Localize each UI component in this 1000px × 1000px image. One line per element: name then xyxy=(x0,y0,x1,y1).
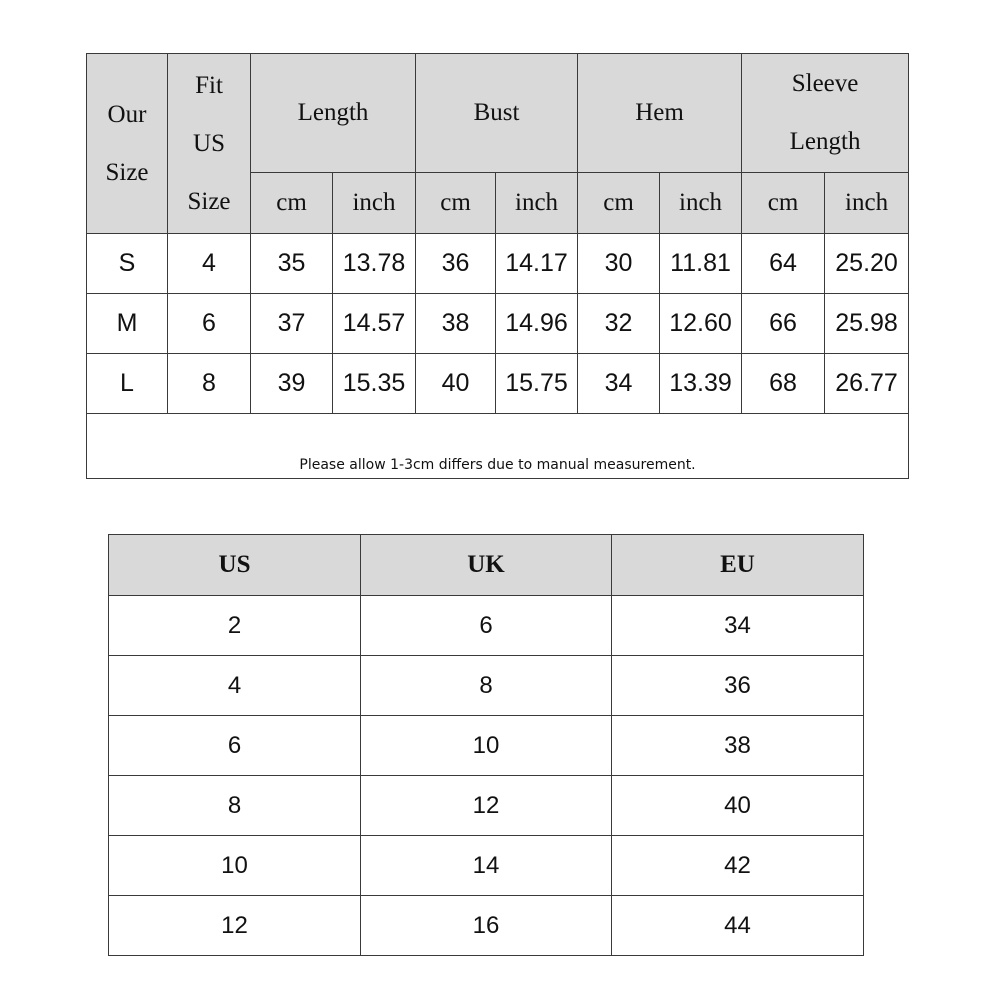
us-size-cell: 6 xyxy=(109,716,361,776)
table-row xyxy=(109,896,864,956)
eu-size-cell: 38 xyxy=(612,716,864,776)
size-cell: L xyxy=(87,354,168,414)
header-hem xyxy=(578,54,742,173)
value-cell: 13.39 xyxy=(660,354,742,414)
header-bust xyxy=(416,54,578,173)
eu-size-cell: 42 xyxy=(612,836,864,896)
eu-size-cell: 40 xyxy=(612,776,864,836)
unit-cell: inch xyxy=(496,173,578,234)
value-cell: 68 xyxy=(742,354,825,414)
us-size-cell: 10 xyxy=(109,836,361,896)
uk-size-cell: 10 xyxy=(361,716,612,776)
unit-cell: cm xyxy=(742,173,825,234)
value-cell: 15.35 xyxy=(333,354,416,414)
table-row xyxy=(109,656,864,716)
header-text: Our xyxy=(107,100,147,128)
table-row xyxy=(109,716,864,776)
uk-size-cell: 16 xyxy=(361,896,612,956)
header-text: Fit xyxy=(195,71,223,99)
header-text: Sleeve xyxy=(791,70,859,97)
value-cell: 35 xyxy=(251,234,333,294)
uk-size-cell: 12 xyxy=(361,776,612,836)
value-cell: 39 xyxy=(251,354,333,414)
value-cell: 6 xyxy=(168,294,251,354)
header-sleeve-length xyxy=(742,54,909,173)
header-text: Length xyxy=(789,128,861,155)
header-text: Bust xyxy=(473,99,520,126)
table-row xyxy=(87,294,909,354)
uk-size-cell: 14 xyxy=(361,836,612,896)
unit-cell: cm xyxy=(416,173,496,234)
value-cell: 14.17 xyxy=(496,234,578,294)
unit-cell: cm xyxy=(578,173,660,234)
us-size-cell: 2 xyxy=(109,596,361,656)
size-conversion-table xyxy=(108,534,864,956)
header-text: US xyxy=(193,129,225,157)
eu-size-cell: 34 xyxy=(612,596,864,656)
header-text: Length xyxy=(297,99,369,126)
value-cell: 26.77 xyxy=(825,354,909,414)
unit-cell: cm xyxy=(251,173,333,234)
header-text: Size xyxy=(187,187,231,215)
us-size-cell: 12 xyxy=(109,896,361,956)
value-cell: 14.57 xyxy=(333,294,416,354)
value-cell: 14.96 xyxy=(496,294,578,354)
header-fit-us-size xyxy=(168,54,251,234)
us-size-cell: 8 xyxy=(109,776,361,836)
value-cell: 36 xyxy=(416,234,496,294)
header-text: Hem xyxy=(635,99,684,126)
header-us: US xyxy=(109,535,361,596)
header-uk: UK xyxy=(361,535,612,596)
uk-size-cell: 6 xyxy=(361,596,612,656)
header-text: Size xyxy=(105,158,149,186)
table-row xyxy=(109,776,864,836)
value-cell: 40 xyxy=(416,354,496,414)
size-cell: S xyxy=(87,234,168,294)
eu-size-cell: 36 xyxy=(612,656,864,716)
header-length xyxy=(251,54,416,173)
us-size-cell: 4 xyxy=(109,656,361,716)
measurement-note: Please allow 1-3cm differs due to manual measurement. xyxy=(87,414,909,479)
value-cell: 8 xyxy=(168,354,251,414)
size-chart-header-row xyxy=(87,54,909,173)
conversion-header-row xyxy=(109,535,864,596)
table-row xyxy=(109,596,864,656)
value-cell: 25.20 xyxy=(825,234,909,294)
header-eu: EU xyxy=(612,535,864,596)
unit-cell: inch xyxy=(660,173,742,234)
note-row xyxy=(87,414,909,479)
value-cell: 25.98 xyxy=(825,294,909,354)
value-cell: 13.78 xyxy=(333,234,416,294)
value-cell: 34 xyxy=(578,354,660,414)
unit-cell: inch xyxy=(825,173,909,234)
value-cell: 37 xyxy=(251,294,333,354)
size-chart-table xyxy=(86,53,909,479)
size-cell: M xyxy=(87,294,168,354)
table-row xyxy=(109,836,864,896)
value-cell: 30 xyxy=(578,234,660,294)
value-cell: 11.81 xyxy=(660,234,742,294)
unit-cell: inch xyxy=(333,173,416,234)
value-cell: 4 xyxy=(168,234,251,294)
value-cell: 38 xyxy=(416,294,496,354)
value-cell: 12.60 xyxy=(660,294,742,354)
value-cell: 64 xyxy=(742,234,825,294)
value-cell: 66 xyxy=(742,294,825,354)
table-row xyxy=(87,234,909,294)
table-row xyxy=(87,354,909,414)
eu-size-cell: 44 xyxy=(612,896,864,956)
value-cell: 32 xyxy=(578,294,660,354)
uk-size-cell: 8 xyxy=(361,656,612,716)
header-our-size xyxy=(87,54,168,234)
value-cell: 15.75 xyxy=(496,354,578,414)
